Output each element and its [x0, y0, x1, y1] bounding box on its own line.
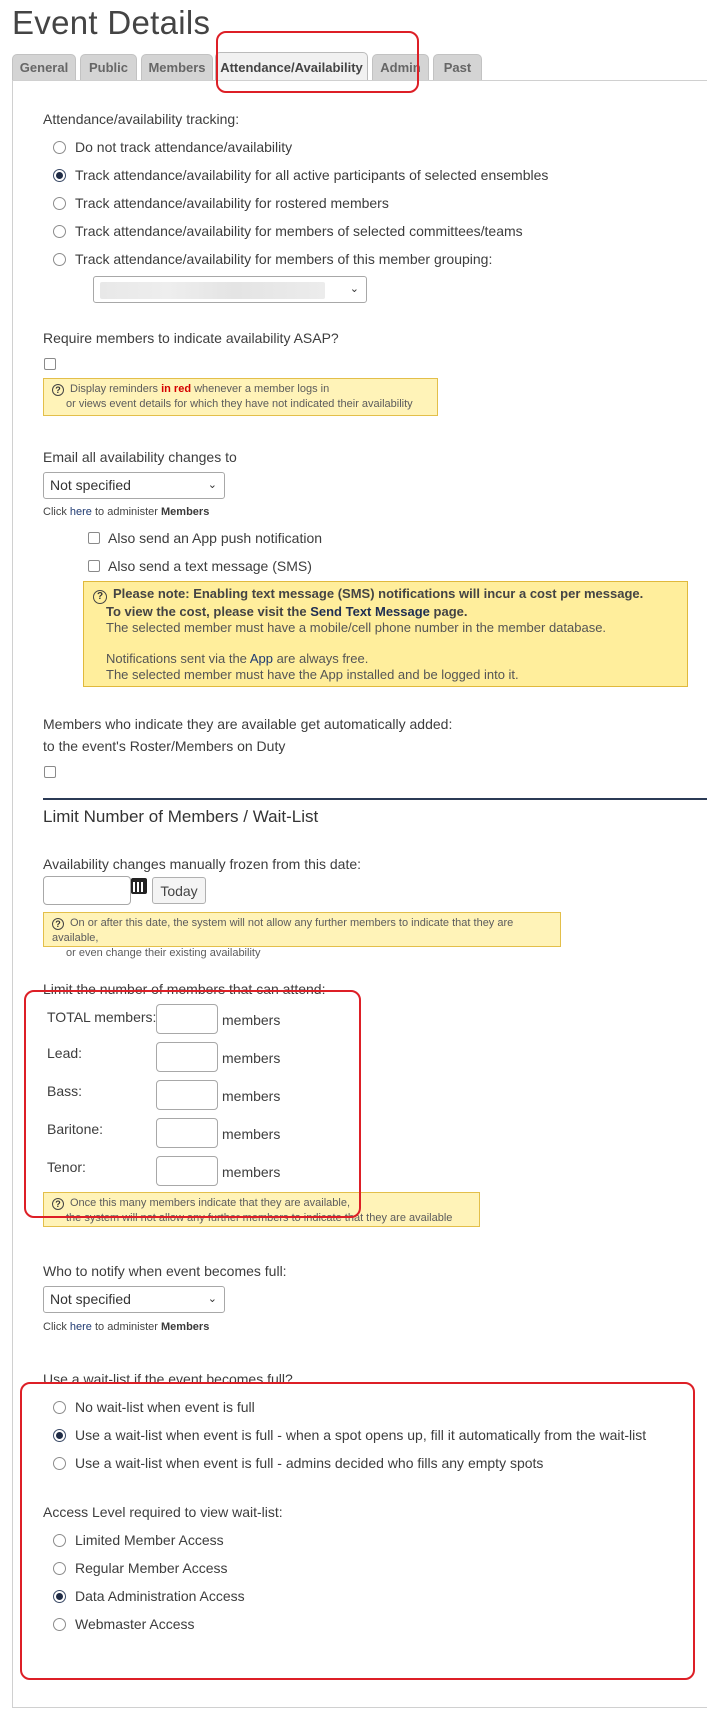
auto-add-checkbox[interactable]: [44, 766, 56, 778]
sms-checkbox[interactable]: [88, 560, 100, 572]
administer-members-link[interactable]: here: [69, 1321, 92, 1333]
frozen-date-label: Availability changes manually frozen from this date:: [43, 856, 362, 872]
push-notification-checkbox[interactable]: [88, 532, 100, 544]
chevron-down-icon: ⌄: [349, 283, 359, 295]
members-unit: members: [222, 1012, 281, 1028]
members-unit: members: [222, 1088, 281, 1104]
help-icon: ?: [52, 918, 64, 930]
limit-row-label: Bass:: [47, 1083, 83, 1099]
members-unit: members: [222, 1164, 281, 1180]
page-title: Event Details: [12, 4, 211, 41]
tab-admin[interactable]: Admin: [372, 54, 429, 80]
frozen-date-note: ? On or after this date, the system will not allow any further members to indicate that they are available, or even change their existing availability: [43, 912, 561, 947]
waitlist-label: Use a wait-list if the event becomes full?: [43, 1371, 293, 1387]
limit-row-label: TOTAL members:: [47, 1009, 157, 1025]
access-option-label: Webmaster Access: [75, 1616, 195, 1632]
member-grouping-select[interactable]: [93, 276, 367, 303]
tracking-option-label: Track attendance/availability for rostered members: [75, 195, 389, 211]
notify-full-select[interactable]: Not specified ⌄: [43, 1286, 225, 1313]
tab-past[interactable]: Past: [433, 54, 482, 80]
tab-public[interactable]: Public: [80, 54, 137, 80]
tab-attendance-availability[interactable]: Attendance/Availability: [215, 52, 368, 82]
push-notification-label: Also send an App push notification: [108, 530, 323, 546]
administer-members-hint: Click here to administer Members: [43, 1321, 210, 1333]
tracking-radio-committees[interactable]: [53, 225, 66, 238]
tracking-option-label: Track attendance/availability for all active participants of selected ensembles: [75, 167, 549, 183]
redacted-grouping-value: [100, 282, 325, 299]
auto-add-label: Members who indicate they are available get automatically added:: [43, 716, 453, 732]
tracking-radio-ensembles[interactable]: [53, 169, 66, 182]
tracking-radio-rostered[interactable]: [53, 197, 66, 210]
limit-note: ? Once this many members indicate that they are available, the system will not allow any further members to indicate that they are available: [43, 1192, 480, 1227]
email-changes-select[interactable]: Not specified ⌄: [43, 472, 225, 499]
tracking-option-label: Track attendance/availability for members of this member grouping:: [75, 251, 493, 267]
asap-label: Require members to indicate availability ASAP?: [43, 330, 339, 346]
administer-members-link[interactable]: here: [69, 506, 92, 518]
calendar-icon[interactable]: [131, 878, 147, 894]
access-option-label: Limited Member Access: [75, 1532, 224, 1548]
limit-row-label: Baritone:: [47, 1121, 104, 1137]
access-option-label: Regular Member Access: [75, 1560, 228, 1576]
chevron-down-icon: ⌄: [207, 479, 217, 491]
highlight-tab-annotation: [216, 31, 419, 93]
tracking-option-label: Track attendance/availability for members of selected committees/teams: [75, 223, 523, 239]
today-button[interactable]: Today: [152, 877, 206, 904]
tracking-option-label: Do not track attendance/availability: [75, 139, 293, 155]
tracking-radio-grouping[interactable]: [53, 253, 66, 266]
sms-label: Also send a text message (SMS): [108, 558, 312, 574]
chevron-down-icon: ⌄: [207, 1293, 217, 1305]
app-link[interactable]: App: [249, 651, 273, 666]
help-icon: ?: [52, 1198, 64, 1210]
highlight-limit-annotation: [24, 990, 361, 1218]
limit-section-title: Limit Number of Members / Wait-List: [43, 807, 319, 826]
help-icon: ?: [93, 590, 107, 604]
members-unit: members: [222, 1050, 281, 1066]
help-icon: ?: [52, 384, 64, 396]
members-unit: members: [222, 1126, 281, 1142]
access-level-label: Access Level required to view wait-list:: [43, 1504, 283, 1520]
auto-add-label-2: to the event's Roster/Members on Duty: [43, 738, 286, 754]
section-divider: [43, 798, 707, 800]
tracking-heading: Attendance/availability tracking:: [43, 111, 240, 127]
email-changes-label: Email all availability changes to: [43, 449, 237, 465]
waitlist-option-label: Use a wait-list when event is full - when a spot opens up, fill it automatically from the wait-list: [75, 1427, 647, 1443]
tracking-radio-none[interactable]: [53, 141, 66, 154]
asap-note: ? Display reminders in red whenever a member logs in or views event details for which they have not indicated their availability: [43, 378, 438, 416]
access-option-label: Data Administration Access: [75, 1588, 245, 1604]
notify-full-label: Who to notify when event becomes full:: [43, 1263, 287, 1279]
frozen-date-input[interactable]: [43, 876, 131, 905]
administer-members-hint: Click here to administer Members: [43, 506, 210, 518]
asap-checkbox[interactable]: [44, 358, 56, 370]
tab-members[interactable]: Members: [141, 54, 213, 80]
waitlist-option-label: No wait-list when event is full: [75, 1399, 255, 1415]
highlight-waitlist-annotation: [20, 1382, 695, 1680]
limit-row-label: Lead:: [47, 1045, 83, 1061]
waitlist-option-label: Use a wait-list when event is full - admins decided who fills any empty spots: [75, 1455, 544, 1471]
send-text-message-link[interactable]: Send Text Message: [310, 604, 430, 619]
sms-cost-note: ? Please note: Enabling text message (SMS) notifications will incur a cost per message. To view the cost, please visit the Send Text Message page. The selected member must have a mobile/cell phone number in the member database. Notifications sent via the App are always free. The selected member must have the App installed and be logged into it.: [83, 581, 688, 687]
limit-members-label: Limit the number of members that can attend:: [43, 981, 326, 997]
limit-row-label: Tenor:: [47, 1159, 86, 1175]
tab-general[interactable]: General: [12, 54, 76, 80]
